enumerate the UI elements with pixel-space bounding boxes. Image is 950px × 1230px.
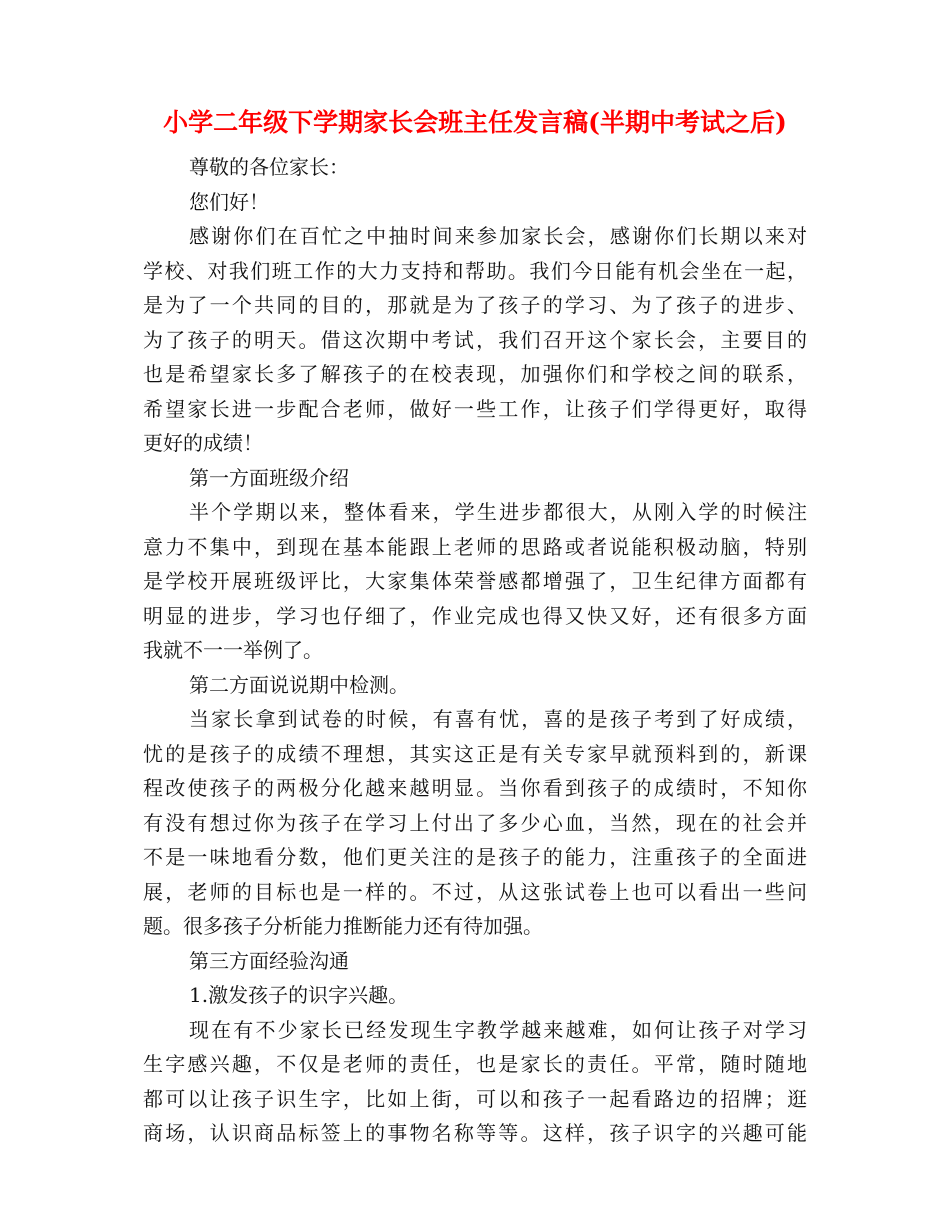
text-line: 明显的进步，学习也仔细了，作业完成也得又快又好，还有很多方面 (143, 603, 807, 628)
text-line: 忧的是孩子的成绩不理想，其实这正是有关专家早就预料到的，新课 (143, 741, 807, 766)
text-line: 有没有想过你为孩子在学习上付出了多少心血，当然，现在的社会并 (143, 810, 807, 835)
text-line: 题。很多孩子分析能力推断能力还有待加强。 (143, 914, 543, 938)
document-body (143, 150, 807, 1151)
text-line: 第二方面说说期中检测。 (189, 672, 409, 697)
text-line: 我就不一一举例了。 (143, 638, 323, 662)
text-line: 为了孩子的明天。借这次期中考试，我们召开这个家长会，主要目的 (143, 327, 807, 352)
document-title: 小学二年级下学期家长会班主任发言稿(半期中考试之后) (163, 108, 787, 137)
text-line: 1.激发孩子的识字兴趣。 (189, 983, 409, 1007)
text-line: 尊敬的各位家长： (189, 155, 349, 179)
text-line: 程改使孩子的两极分化越来越明显。当你看到孩子的成绩时，不知你 (143, 776, 807, 800)
text-line: 意力不集中，到现在基本能跟上老师的思路或者说能积极动脑，特别 (143, 534, 807, 559)
text-line: 商场，认识商品标签上的事物名称等等。这样，孩子识字的兴趣可能 (143, 1121, 807, 1145)
text-line: 都可以让孩子识生字，比如上街，可以和孩子一起看路边的招牌；逛 (143, 1086, 807, 1111)
text-line: 生字感兴趣，不仅是老师的责任，也是家长的责任。平常，随时随地 (143, 1052, 807, 1076)
text-line: 展，老师的目标也是一样的。不过，从这张试卷上也可以看出一些问 (143, 879, 807, 904)
text-line: 更好的成绩！ (143, 431, 263, 455)
text-line: 是学校开展班级评比，大家集体荣誉感都增强了，卫生纪律方面都有 (143, 569, 807, 593)
text-line: 现在有不少家长已经发现生字教学越来越难，如何让孩子对学习 (189, 1017, 807, 1042)
text-line: 半个学期以来，整体看来，学生进步都很大，从刚入学的时候注 (189, 500, 807, 524)
text-line: 第三方面经验沟通 (189, 948, 349, 973)
text-line: 也是希望家长多了解孩子的在校表现，加强你们和学校之间的联系， (143, 362, 807, 386)
text-line: 希望家长进一步配合老师，做好一些工作，让孩子们学得更好，取得 (143, 396, 807, 421)
text-line: 您们好！ (189, 189, 269, 214)
text-line: 当家长拿到试卷的时候，有喜有忧，喜的是孩子考到了好成绩， (189, 707, 807, 731)
text-line: 感谢你们在百忙之中抽时间来参加家长会，感谢你们长期以来对 (189, 224, 807, 248)
text-line: 是为了一个共同的目的，那就是为了孩子的学习、为了孩子的进步、 (143, 293, 807, 317)
text-line: 学校、对我们班工作的大力支持和帮助。我们今日能有机会坐在一起， (143, 258, 807, 283)
text-line: 不是一味地看分数，他们更关注的是孩子的能力，注重孩子的全面进 (143, 845, 807, 869)
text-line: 第一方面班级介绍 (189, 465, 349, 490)
